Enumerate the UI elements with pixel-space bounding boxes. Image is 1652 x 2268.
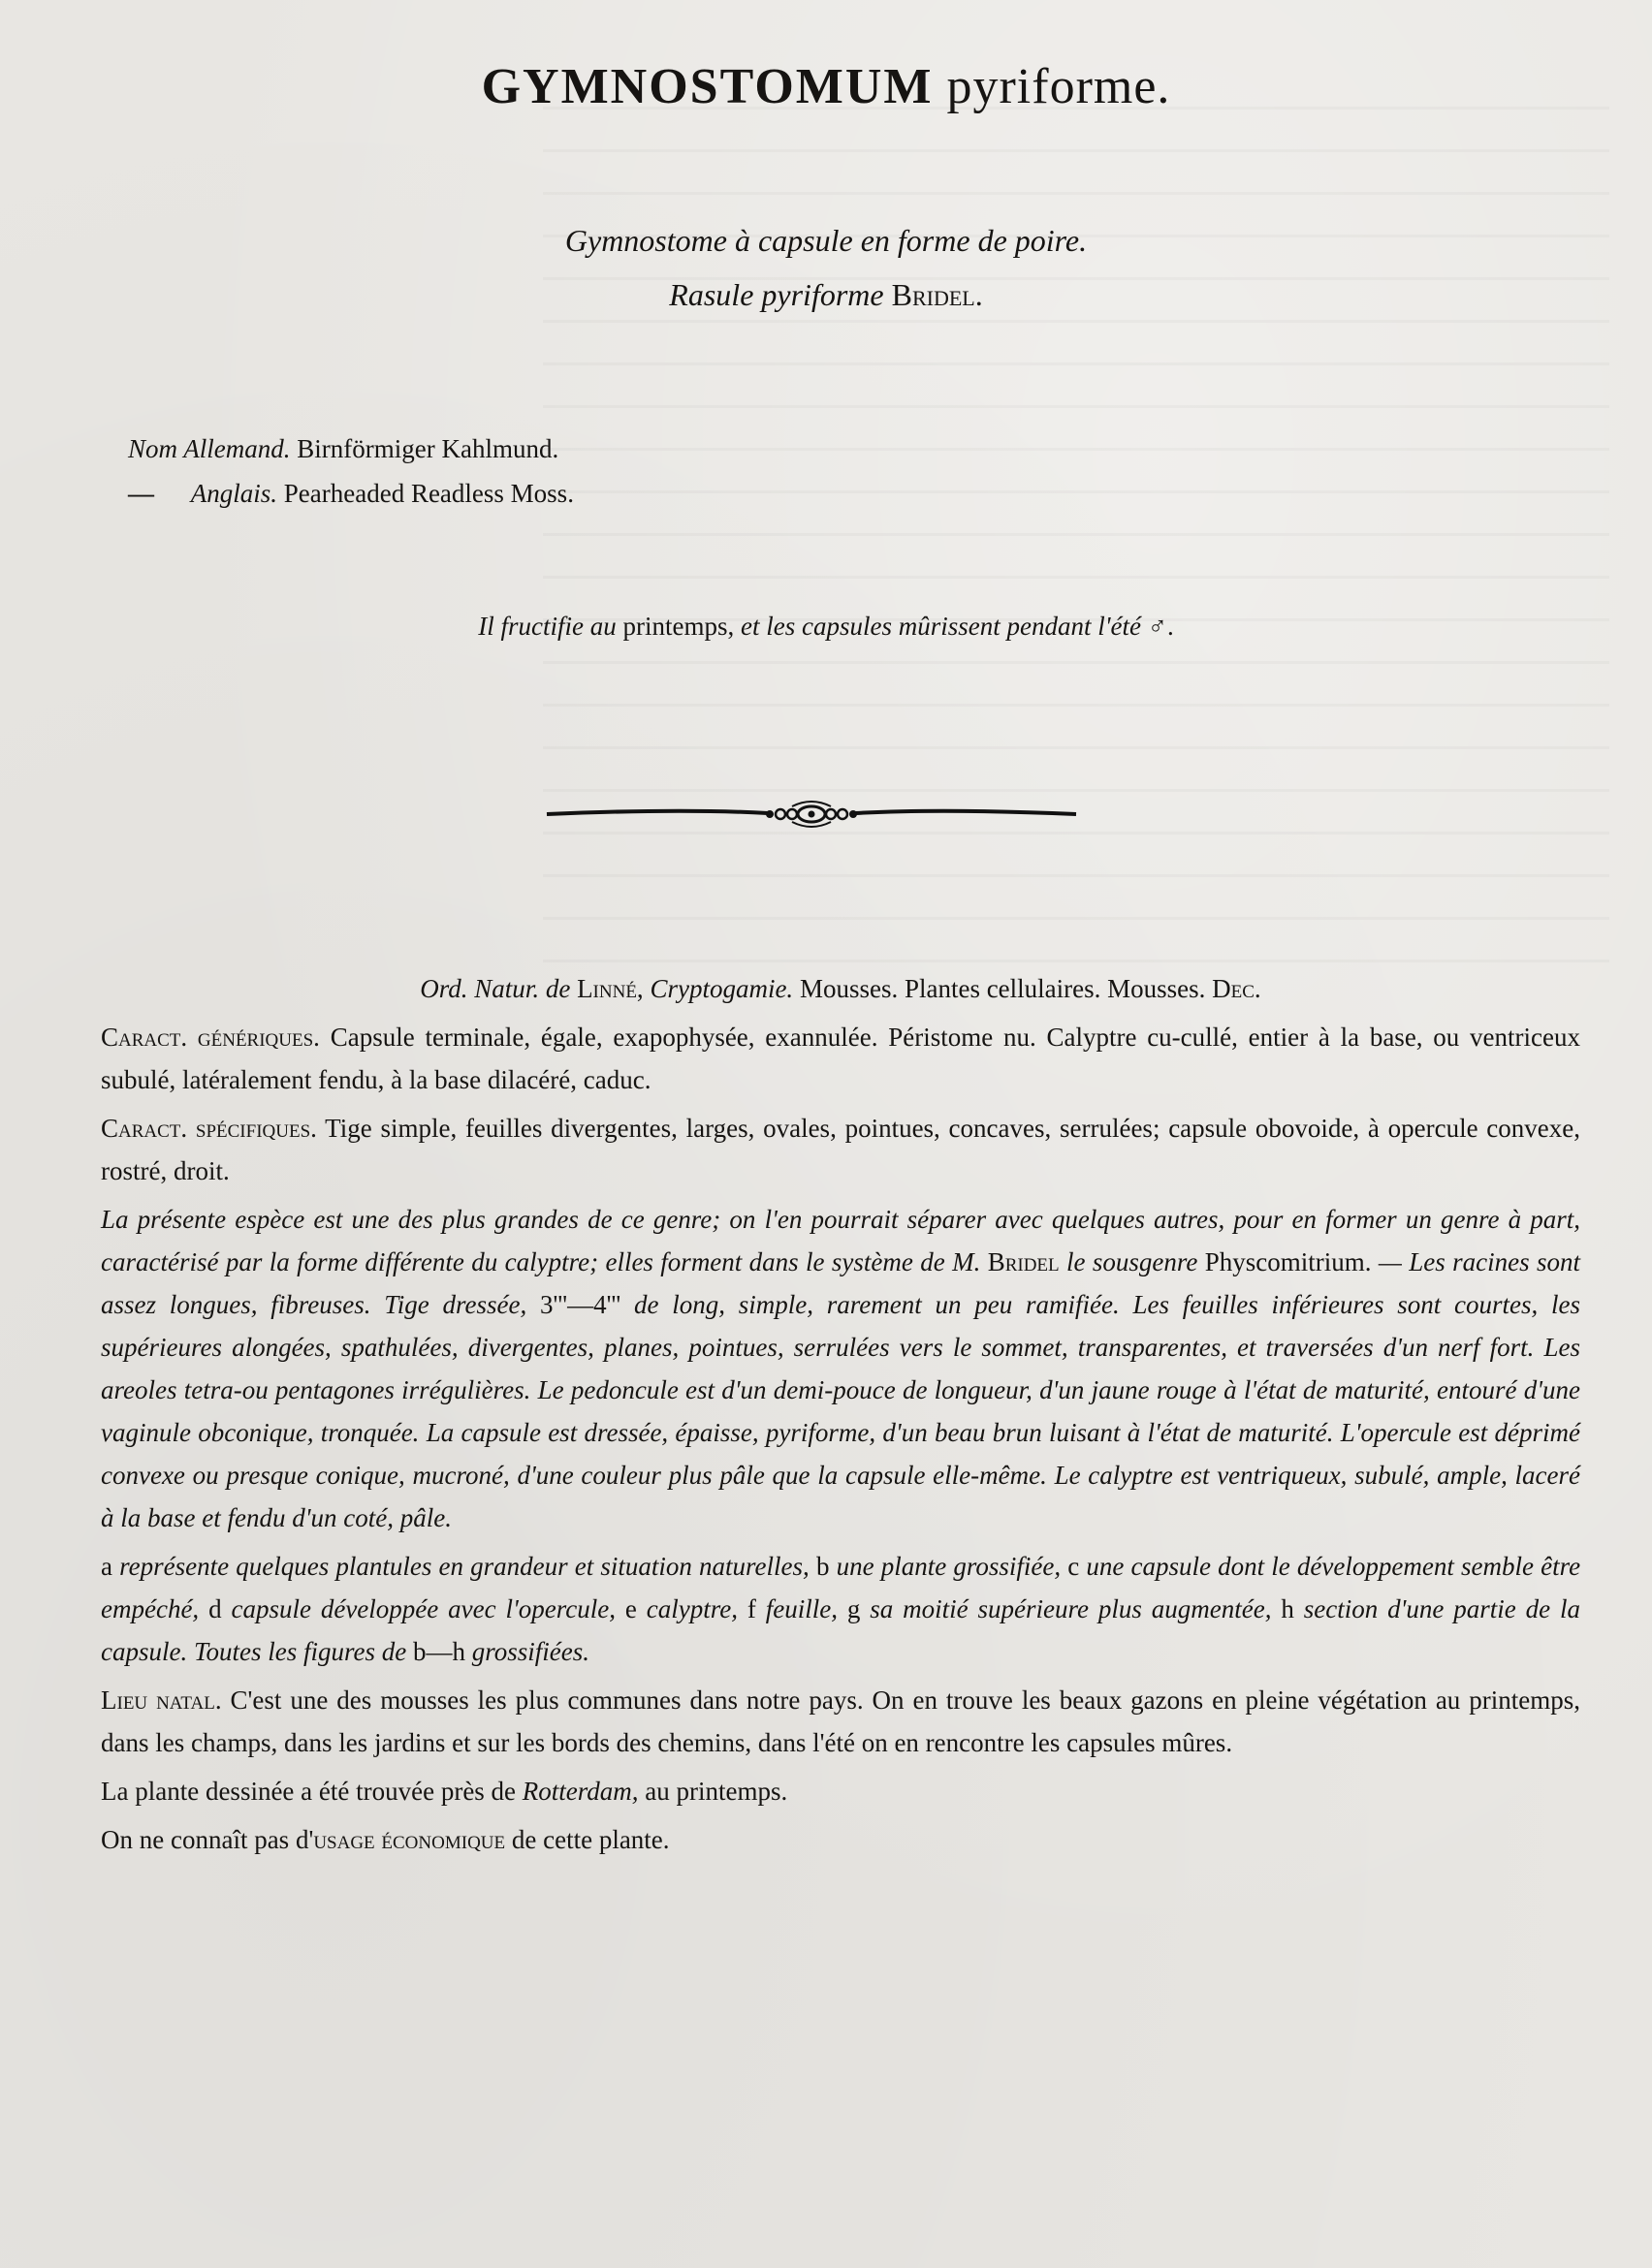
fig-range: b—h [412, 1637, 465, 1666]
found-paragraph [101, 1770, 1580, 1812]
fig-h: h [1281, 1594, 1294, 1623]
habitat-text: C'est une des mousses les plus communes dans notre pays. On en trouve les beaux gazons en pleine végétation au printemps, dans les champs, dans les jardins et sur les bords des chemins, dans l'été on en rencontre les capsules mûres. [101, 1685, 1580, 1757]
usage-paragraph [101, 1818, 1580, 1861]
title-species: pyriforme. [946, 59, 1171, 114]
desc-part2: le sousgenre [1066, 1247, 1198, 1276]
fig-f: f [747, 1594, 756, 1623]
german-name-row [128, 426, 574, 471]
fructification-line [0, 607, 1652, 646]
fig-t4: capsule développée avec l'opercule, [231, 1594, 616, 1623]
desc-physco: Physcomitrium. [1204, 1247, 1372, 1276]
fruct-part3: et les capsules mûrissent pendant l'été [741, 612, 1141, 641]
description-paragraph [101, 1198, 1580, 1539]
english-name-row [128, 471, 574, 516]
desc-bridel: Bridel [987, 1247, 1060, 1276]
usage-t1: On ne connaît pas d' [101, 1825, 314, 1854]
subtitle-french: Gymnostome à capsule en forme de poire. [564, 223, 1088, 258]
found-place: Rotterdam, [522, 1777, 639, 1806]
synonym-author: Bridel. [891, 277, 983, 312]
german-value: Birnförmiger Kahlmund. [297, 434, 559, 463]
synonym-name: Rasule pyriforme [669, 277, 884, 312]
fig-d: d [208, 1594, 222, 1623]
fig-b: b [815, 1552, 830, 1581]
fruct-part2: printemps, [622, 612, 735, 641]
subtitle-synonym [0, 273, 1652, 316]
order-crypto: Cryptogamie. [650, 974, 794, 1003]
fig-e: e [624, 1594, 637, 1623]
order-de: de [545, 974, 571, 1003]
english-value: Pearheaded Readless Moss. [283, 479, 574, 508]
fig-t8: section d'une partie de la capsule. Toutes les figures de [101, 1594, 1581, 1666]
habitat-paragraph [101, 1679, 1580, 1764]
desc-size: 3'''—4''' [540, 1290, 621, 1319]
usage-caps: usage économique [313, 1825, 506, 1854]
male-symbol-icon: ♂. [1147, 612, 1174, 641]
specific-text: Tige simple, feuilles divergentes, larges, ovales, pointues, concaves, serrulées; capsule obovoide, à opercule convexe, rostré, droit. [101, 1114, 1580, 1185]
natural-order [101, 967, 1580, 1010]
order-linne: Linné, [577, 974, 644, 1003]
desc-part4: de long, simple, rarement un peu ramifiée. Les feuilles inférieures sont courtes, les supérieures alongées, spathulées, divergentes, planes, pointues, serrulées vers le sommet, transparentes, et traversées d'un nerf fort. Les areoles tetra-ou pentagones irrégulières. Le pedoncule est d'un demi-pouce de longueur, d'un jaune rouge à l'état de maturité, entouré d'une vaginule obconique, tronquée. La capsule est dressée, épaisse, pyriforme, d'un beau brun luisant à l'état de maturité. L'opercule est déprimé convexe ou presque conique, mucroné, d'une couleur plus pâle que la capsule elle-même. Le calyptre est ventriqueux, subulé, ample, laceré à la base et fendu d'un coté, pâle. [101, 1290, 1580, 1532]
generic-label: Caract. génériques. [101, 1023, 320, 1052]
english-label: Anglais. [190, 479, 278, 508]
order-label: Ord. Natur. [420, 974, 540, 1003]
desc-part3: — Les racines sont assez longues, fibreuses. Tige dressée, [101, 1247, 1581, 1319]
main-text [101, 967, 1580, 1867]
fruct-part1: Il fructifie au [478, 612, 617, 641]
fig-g: g [846, 1594, 861, 1623]
usage-t2: de cette plante. [511, 1825, 670, 1854]
german-label: Nom Allemand. [128, 434, 291, 463]
found-t1: La plante dessinée a été trouvée près de [101, 1777, 517, 1806]
generic-characters [101, 1016, 1580, 1101]
fig-t1: représente quelques plantules en grandeur et situation naturelles, [119, 1552, 810, 1581]
generic-text: Capsule terminale, égale, exapophysée, exannulée. Péristome nu. Calyptre cu-cullé, entier à la base, ou ventriceux subulé, latéralement fendu, à la base dilacéré, caduc. [101, 1023, 1581, 1094]
order-dec: Dec. [1212, 974, 1261, 1003]
english-dash: — [128, 479, 154, 508]
fig-t7: sa moitié supérieure plus augmentée, [870, 1594, 1272, 1623]
common-names [128, 426, 574, 516]
fig-t3: une capsule dont le développement semble être empéché, [101, 1552, 1581, 1623]
specific-label: Caract. spécifiques. [101, 1114, 317, 1143]
fig-t5: calyptre, [646, 1594, 738, 1623]
ornament-rule-icon [545, 795, 1078, 834]
title-genus: GYMNOSTOMUM [481, 59, 934, 114]
habitat-label: Lieu natal. [101, 1685, 222, 1715]
found-t2: au printemps. [645, 1777, 788, 1806]
fig-t6: feuille, [765, 1594, 838, 1623]
order-rest: Mousses. Plantes cellulaires. Mousses. [799, 974, 1206, 1003]
fig-a: a [101, 1552, 112, 1581]
specific-characters [101, 1107, 1580, 1192]
page-title [0, 56, 1652, 118]
figures-paragraph [101, 1545, 1580, 1673]
fig-t2: une plante grossifiée, [836, 1552, 1062, 1581]
desc-part1: La présente espèce est une des plus grandes de ce genre; on l'en pourrait séparer avec quelques autres, pour en former un genre à part, caractérisé par la forme différente du calyptre; elles forment dans le système de M. [101, 1205, 1580, 1276]
fig-t9: grossifiées. [471, 1637, 589, 1666]
fig-c: c [1067, 1552, 1080, 1581]
